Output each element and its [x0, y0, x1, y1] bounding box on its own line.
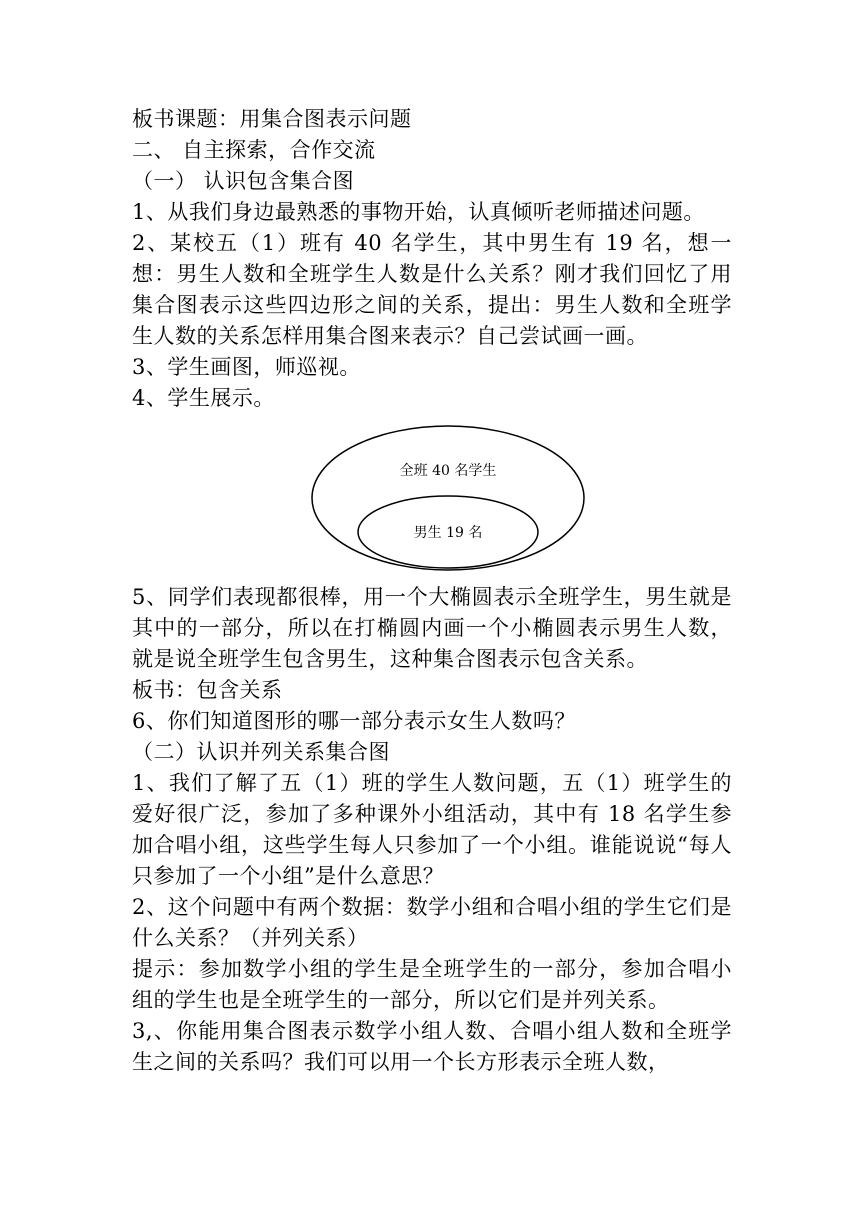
outer-ellipse	[312, 426, 584, 570]
board-title: 板书课题：用集合图表示问题	[132, 107, 412, 131]
venn-diagram-area	[132, 414, 732, 582]
paragraph-8: 2、这个问题中有两个数据：数学小组和合唱小组的学生它们是什么关系？（并列关系）	[132, 895, 732, 950]
paragraph-6: 6、你们知道图形的哪一部分表示女生人数吗？	[132, 709, 576, 733]
paragraph-9: 3,、你能用集合图表示数学小组人数、合唱小组人数和全班学生之间的关系吗？我们可以用一个长方形表示全班人数，	[132, 1019, 732, 1074]
paragraph-7: 1、我们了解了五（1）班的学生人数问题，五（1）班学生的爱好很广泛，参加了多种课外小组活动，其中有 18 名学生参加合唱小组，这些学生每人只参加了一个小组。谁能说说“每人只参加了一个小组”是什么意思？	[132, 771, 732, 888]
board-note-inclusion: 板书：包含关系	[132, 678, 283, 702]
document-body	[132, 104, 732, 1078]
paragraph-hint: 提示：参加数学小组的学生是全班学生的一部分，参加合唱小组的学生也是全班学生的一部分，所以它们是并列关系。	[132, 957, 732, 1012]
paragraph-5: 5、同学们表现都很棒，用一个大椭圆表示全班学生，男生就是其中的一部分，所以在打椭圆内画一个小椭圆表示男生人数，就是说全班学生包含男生，这种集合图表示包含关系。	[132, 585, 732, 671]
subsection-heading-2: （二）认识并列关系集合图	[132, 740, 390, 764]
paragraph-1: 1、从我们身边最熟悉的事物开始，认真倾听老师描述问题。	[132, 200, 705, 224]
section-heading-2: 二、 自主探索，合作交流	[132, 138, 376, 162]
paragraph-3: 3、学生画图，师巡视。	[132, 355, 361, 379]
subsection-heading-1: （一） 认识包含集合图	[132, 169, 355, 193]
outer-ellipse-label: 全班 40 名学生	[399, 463, 497, 479]
paragraph-2: 2、某校五（1）班有 40 名学生，其中男生有 19 名，想一想：男生人数和全班学生人数是什么关系？刚才我们回忆了用集合图表示这些四边形之间的关系，提出：男生人数和全班学生人数的关系怎样用集合图来表示？自己尝试画一画。	[132, 231, 732, 348]
inner-ellipse-label: 男生 19 名	[413, 525, 483, 541]
inclusion-venn-diagram	[310, 424, 586, 572]
paragraph-4: 4、学生展示。	[132, 386, 275, 410]
